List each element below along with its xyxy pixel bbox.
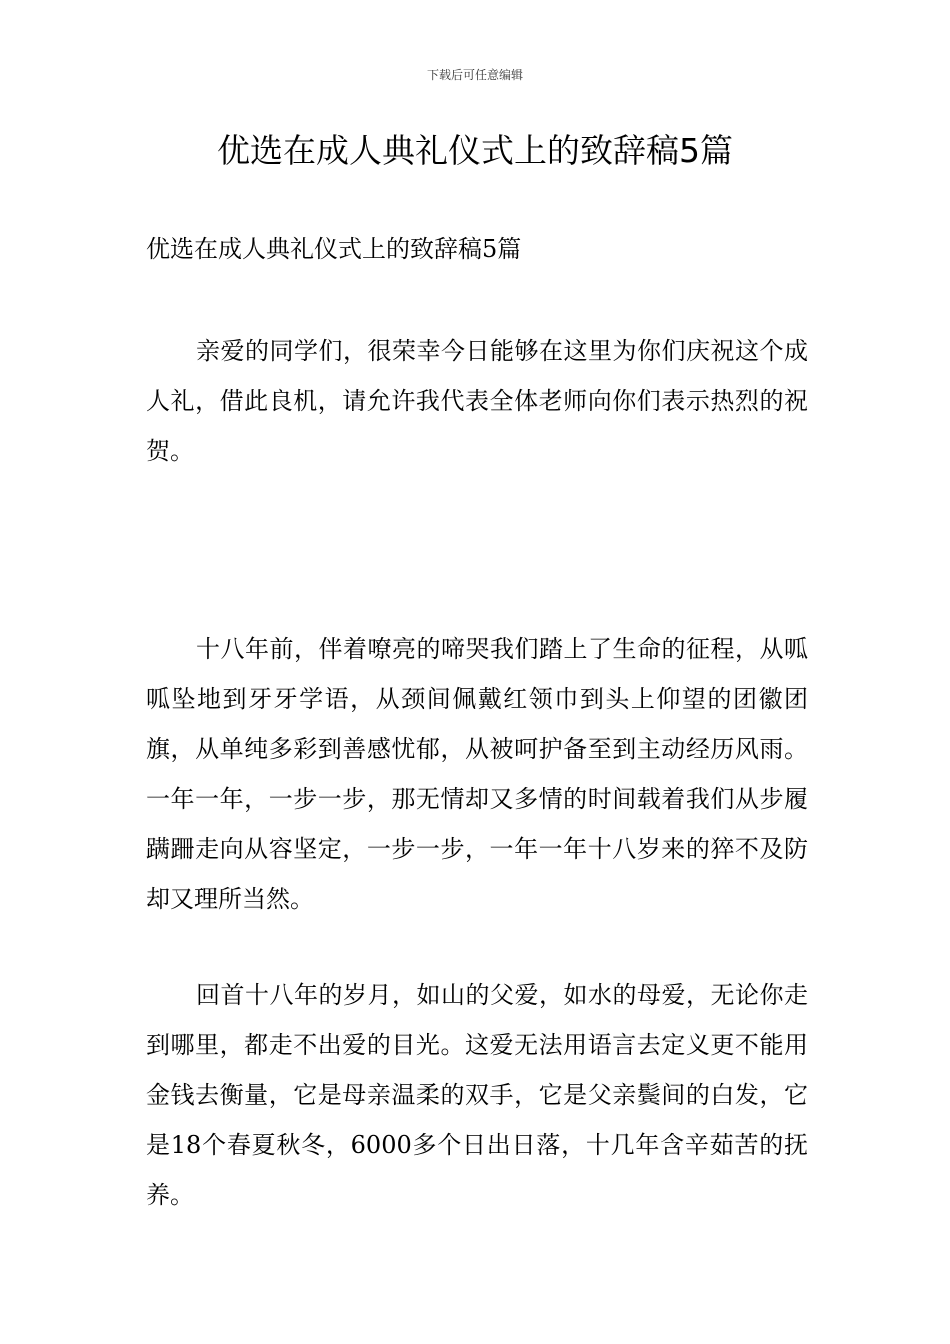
paragraph-eighteen-years: 十八年前，伴着嘹亮的啼哭我们踏上了生命的征程，从呱呱坠地到牙牙学语，从颈间佩戴红领巾到头上仰望的团徽团旗，从单纯多彩到善感忧郁，从被呵护备至到主动经历风雨。一年一年，一步一步，那无情却又多情的时间载着我们从步履蹒跚走向从容坚定，一步一步，一年一年十八岁来的猝不及防却又理所当然。 bbox=[146, 635, 808, 913]
paragraph-parental-love: 回首十八年的岁月，如山的父爱，如水的母爱，无论你走到哪里，都走不出爱的目光。这爱无法用语言去定义更不能用金钱去衡量，它是母亲温柔的双手，它是父亲鬓间的白发，它是18个春夏秋冬，6000多个日出日落，十几年含辛茹苦的抚养。 bbox=[146, 981, 808, 1209]
header-note: 下载后可任意编辑 bbox=[426, 68, 523, 82]
document-subtitle: 优选在成人典礼仪式上的致辞稿5篇 bbox=[146, 235, 522, 263]
document-title: 优选在成人典礼仪式上的致辞稿5篇 bbox=[217, 131, 733, 170]
paragraph-greeting: 亲爱的同学们，很荣幸今日能够在这里为你们庆祝这个成人礼，借此良机，请允许我代表全体老师向你们表示热烈的祝贺。 bbox=[146, 337, 808, 465]
